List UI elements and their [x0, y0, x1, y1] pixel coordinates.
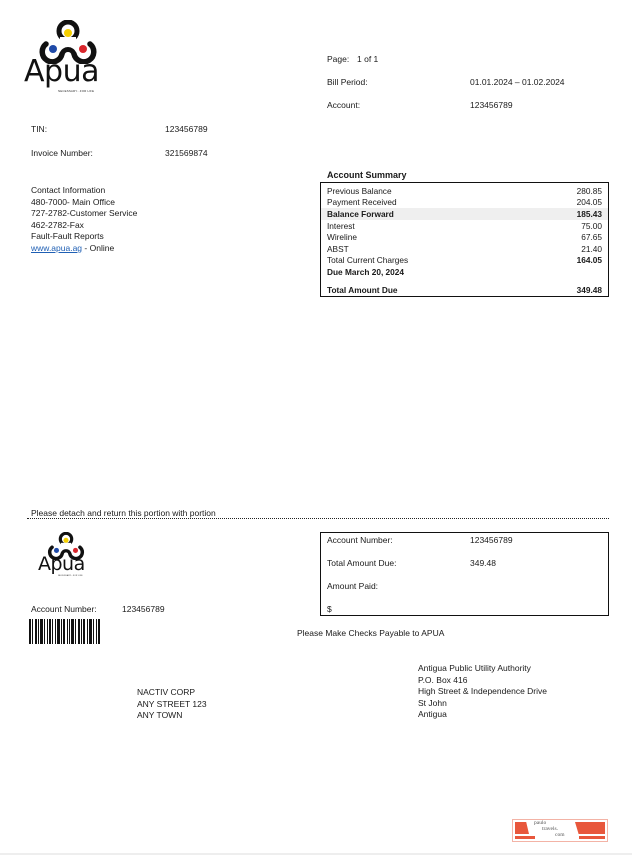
contact-line-customer-service: 727-2782-Customer Service — [31, 208, 138, 219]
row-label: Previous Balance — [327, 185, 392, 196]
account-label: Account: — [327, 100, 361, 110]
detach-notice: Please detach and return this portion with portion — [31, 508, 216, 518]
logo-wordmark: Apua — [24, 54, 99, 89]
contact-line-website — [31, 243, 137, 255]
remit-account-number-label: Account Number: — [327, 535, 393, 545]
utility-address — [418, 663, 547, 721]
remittance-box — [320, 532, 609, 616]
summary-row-total-current-charges — [321, 255, 608, 267]
bill-period-value: 01.01.2024 – 01.02.2024 — [470, 77, 565, 87]
watermark-badge — [512, 819, 608, 842]
row-value: 204.05 — [576, 197, 602, 208]
contact-line-fax: 462-2782-Fax — [31, 219, 84, 230]
summary-row-balance-forward — [321, 208, 608, 220]
logo-tagline: NECESSARY...FOR LIFE — [58, 89, 95, 93]
customer-address — [137, 687, 207, 722]
barcode — [29, 619, 105, 644]
row-label: Balance Forward — [327, 208, 394, 219]
invoice-number-value: 321569874 — [165, 148, 208, 158]
watermark-line2: travels. — [542, 826, 559, 832]
row-value: 67.65 — [581, 232, 602, 243]
account-summary-title: Account Summary — [327, 170, 407, 180]
row-label: Wireline — [327, 232, 357, 243]
summary-row-total-amount-due — [321, 284, 608, 296]
row-label: Total Current Charges — [327, 255, 409, 266]
summary-row-wireline — [321, 231, 608, 243]
row-label: Due March 20, 2024 — [327, 266, 405, 277]
account-value: 123456789 — [470, 100, 513, 110]
remit-total-due-label: Total Amount Due: — [327, 558, 397, 568]
utility-name: Antigua Public Utility Authority — [418, 663, 531, 673]
website-link[interactable]: www.apua.ag — [31, 242, 83, 253]
logo-wordmark: Apua — [38, 553, 85, 575]
row-value: 164.05 — [576, 255, 602, 266]
summary-row-abst — [321, 243, 608, 255]
page-value: 1 of 1 — [357, 54, 379, 64]
watermark-line1: paulo — [534, 820, 547, 826]
apua-logo-small — [38, 532, 90, 580]
remit-amount-paid-field[interactable]: $ — [327, 604, 332, 614]
customer-name: NACTIV CORP — [137, 687, 196, 697]
summary-row-due-date — [321, 266, 608, 278]
contact-information — [31, 185, 137, 255]
stub-account-number-value: 123456789 — [122, 604, 165, 614]
invoice-number-label: Invoice Number: — [31, 148, 93, 158]
logo-tagline: NECESSARY...FOR LIFE — [58, 575, 83, 577]
stub-account-number-label: Account Number: — [31, 604, 97, 614]
remit-account-number-value: 123456789 — [470, 535, 513, 545]
utility-po-box: P.O. Box 416 — [418, 674, 468, 685]
customer-street: ANY STREET 123 — [137, 698, 207, 709]
website-suffix: - Online — [82, 242, 115, 253]
row-label: Total Amount Due — [327, 284, 398, 295]
tin-label: TIN: — [31, 124, 48, 134]
contact-title: Contact Information — [31, 185, 106, 195]
summary-row-payment-received — [321, 197, 608, 209]
checks-payable-note: Please Make Checks Payable to APUA — [297, 628, 445, 638]
row-value: 21.40 — [581, 243, 602, 254]
utility-country: Antigua — [418, 709, 447, 720]
contact-line-main-office: 480-7000- Main Office — [31, 196, 115, 207]
remit-total-due-value: 349.48 — [470, 558, 496, 568]
bill-period-label: Bill Period: — [327, 77, 368, 87]
perforation-line — [27, 518, 609, 519]
watermark-line3: com — [555, 832, 565, 838]
summary-row-previous-balance — [321, 185, 608, 197]
row-value: 185.43 — [576, 208, 602, 219]
tin-value: 123456789 — [165, 124, 208, 134]
contact-line-fault-reports: Fault-Fault Reports — [31, 231, 104, 242]
row-value: 349.48 — [576, 284, 602, 295]
apua-logo — [24, 20, 104, 96]
summary-row-interest — [321, 220, 608, 232]
customer-town: ANY TOWN — [137, 710, 183, 721]
row-value: 75.00 — [581, 220, 602, 231]
utility-city: St John — [418, 697, 447, 708]
account-summary-table — [320, 182, 609, 297]
remit-amount-paid-label: Amount Paid: — [327, 581, 379, 591]
row-label: ABST — [327, 243, 349, 254]
row-label: Interest — [327, 220, 355, 231]
row-label: Payment Received — [327, 197, 397, 208]
page-label: Page: — [327, 54, 350, 64]
utility-street: High Street & Independence Drive — [418, 686, 547, 697]
row-value: 280.85 — [576, 185, 602, 196]
